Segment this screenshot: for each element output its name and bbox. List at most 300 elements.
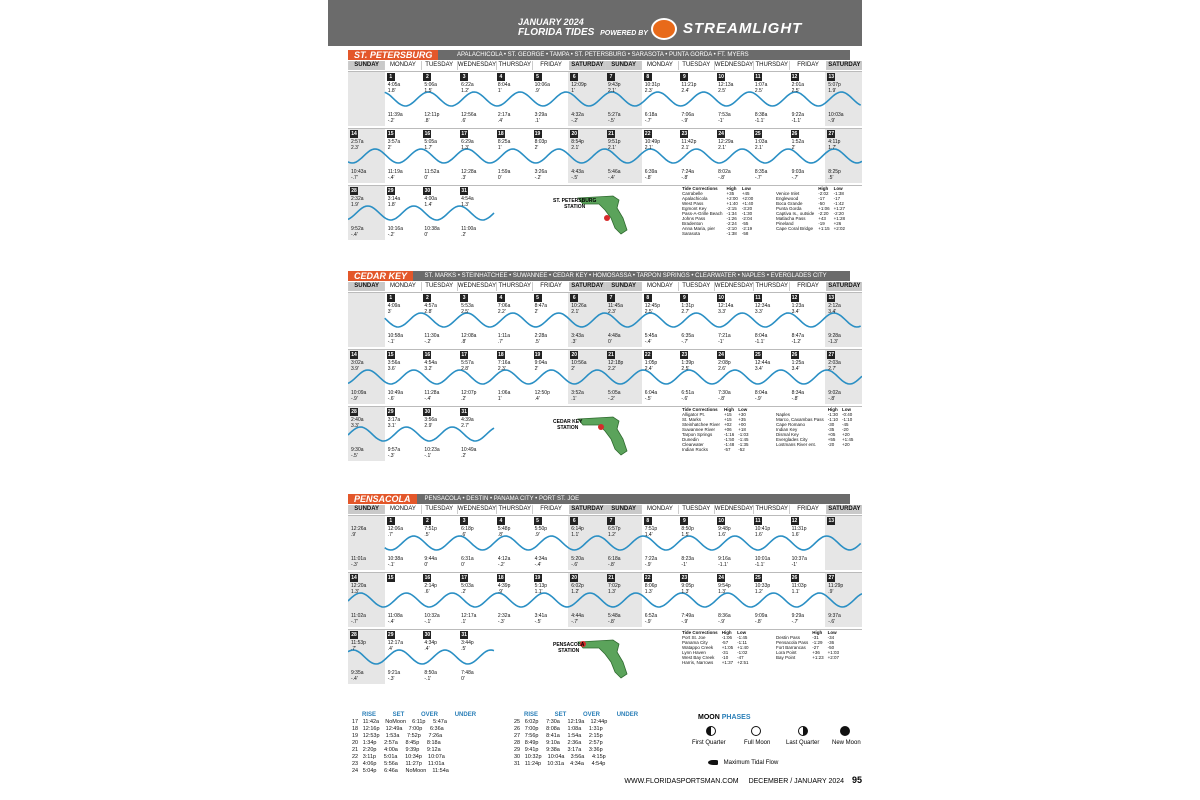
correction-low: +1:03: [827, 650, 840, 655]
high-tide-height: 2.3': [497, 366, 506, 372]
correction-high: +1:37: [721, 660, 734, 665]
high-tide-time: 12:14a: [718, 303, 734, 309]
low-tide: [535, 333, 548, 345]
high-tide-height: 1.3': [718, 589, 727, 595]
low-tide-height: -.7': [754, 175, 762, 181]
low-tide: [571, 613, 584, 625]
header-title-text: FLORIDA TIDES: [518, 27, 595, 38]
correction-low: -47: [737, 655, 744, 660]
low-tide: [755, 169, 768, 181]
high-tide-time: 12:17a: [387, 640, 403, 646]
footer-page-number: 95: [851, 775, 862, 785]
streamlight-mark-icon: [651, 18, 677, 40]
low-tide: [351, 556, 366, 568]
moon-table-row: 30 10:32p 10:04a 3:56a 4:15p: [514, 754, 606, 760]
day-number: 16: [424, 131, 431, 137]
day-number: 10: [718, 295, 724, 301]
correction-low: -1:45: [738, 437, 749, 442]
high-tide: [792, 526, 807, 538]
moon-table-row: 21 2:20p 4:00a 9:39p 9:12a: [352, 747, 441, 753]
correction-location: Indian Rocks: [682, 447, 709, 452]
low-tide-time: 10:49a: [387, 390, 403, 396]
high-tide-time: 12:18p: [608, 360, 624, 366]
high-tide-height: 1.1': [791, 589, 800, 595]
low-tide-height: -.9': [681, 619, 689, 625]
correction-low: +26: [833, 221, 842, 226]
low-tide-height: 0': [461, 676, 465, 682]
high-tide: [351, 139, 364, 151]
weekday-label: FRIDAY: [532, 505, 568, 514]
correction-high: -2:15: [726, 206, 737, 211]
high-tide-height: 2.1': [718, 145, 727, 151]
high-tide-time: 12:20a: [351, 583, 367, 589]
correction-high: +1:06: [818, 206, 830, 211]
low-tide: [535, 613, 548, 625]
high-tide-time: 1:39p: [681, 360, 694, 366]
high-tide-height: 2': [534, 309, 539, 315]
high-tide-time: 3:57a: [387, 139, 401, 145]
low-tide-time: 4:43a: [571, 169, 584, 175]
full-moon-icon: [751, 726, 761, 736]
low-tide-height: -.4': [351, 676, 358, 682]
low-tide-height: .1': [534, 118, 540, 124]
day-number: 28: [351, 409, 357, 415]
correction-low: +2:02: [833, 226, 846, 231]
low-tide-time: 8:23a: [681, 556, 694, 562]
day-number: 13: [828, 295, 835, 301]
low-tide-height: -.8': [828, 396, 836, 402]
low-tide-time: 9:09a: [754, 613, 768, 619]
correction-low: -1:42: [833, 201, 844, 206]
low-tide-height: -1': [718, 118, 724, 124]
high-tide-height: 2.4': [681, 88, 690, 94]
high-tide-time: 3:17a: [387, 417, 401, 423]
low-tide-height: -.8': [754, 619, 762, 625]
low-tide-time: 9:02a: [828, 390, 841, 396]
low-tide-height: -.9': [351, 396, 358, 402]
low-tide-time: 3:29a: [534, 112, 548, 118]
high-tide-height: 1.5': [424, 88, 433, 94]
high-tide: [388, 526, 403, 538]
tide-curve: [385, 92, 861, 106]
moon-table-1: [352, 712, 476, 775]
high-tide-height: 2.1': [754, 145, 763, 151]
low-tide-time: 3:43a: [571, 333, 584, 339]
low-tide: [718, 556, 731, 568]
day-number: 17: [461, 575, 467, 581]
high-tide-time: 7:06a: [497, 303, 511, 309]
low-tide-time: 12:07p: [461, 390, 477, 396]
correction-row: [680, 660, 750, 665]
first-quarter-icon: [706, 726, 716, 736]
week-row: [348, 71, 862, 126]
low-tide-time: 5:20a: [571, 556, 584, 562]
correction-low: +20: [842, 442, 850, 447]
day-number: 27: [828, 575, 835, 581]
weekday-label: WEDNESDAY: [457, 506, 497, 512]
high-tide-height: 1.8': [387, 88, 396, 94]
tide-section: [348, 494, 862, 709]
high-tide-height: 3.4': [791, 309, 800, 315]
correction-low: -50: [827, 645, 835, 650]
low-tide-height: .1': [571, 396, 577, 402]
low-tide-height: -.4': [644, 339, 652, 345]
high-tide-time: 4:00a: [424, 196, 437, 202]
weekday-label: TUESDAY: [678, 282, 714, 291]
weekday-label: MONDAY: [384, 505, 420, 514]
low-tide-height: -.7': [644, 118, 652, 124]
high-tide: [461, 417, 474, 429]
day-number: 4: [497, 294, 505, 302]
low-tide: [571, 333, 584, 345]
high-tide: [792, 360, 805, 372]
correction-high: +15: [724, 417, 732, 422]
high-tide-height: 2.5': [644, 309, 653, 315]
low-tide: [388, 112, 403, 124]
high-tide: [388, 82, 401, 94]
low-tide: [388, 556, 403, 568]
moon-table-row: 24 5:04p 6:46a NoMoon 11:54a: [352, 768, 449, 774]
correction-high: High: [818, 186, 829, 191]
correction-location: St. Marks: [682, 417, 702, 422]
high-tide-height: 1': [497, 88, 502, 94]
low-tide: [645, 333, 658, 345]
low-tide-height: -.2': [497, 562, 505, 568]
high-tide-time: 10:33p: [754, 583, 771, 589]
low-tide: [755, 333, 768, 345]
low-tide-time: 10:03a: [828, 112, 844, 118]
high-tide-time: 12:44a: [754, 360, 771, 366]
correction-location: Boca Grande: [776, 201, 803, 206]
low-tide-time: 3:52a: [571, 390, 584, 396]
high-tide: [424, 360, 437, 372]
day-number: 19: [534, 352, 541, 358]
high-tide-time: 5:07p: [828, 82, 841, 88]
low-tide-time: 6:18a: [644, 112, 658, 118]
high-tide-height: 2.5': [754, 88, 763, 94]
high-tide-time: 3:02a: [351, 360, 364, 366]
correction-high: -2:24: [726, 221, 737, 226]
correction-location: Bay Point: [776, 655, 796, 660]
low-tide: [461, 390, 476, 402]
tide-curve: [348, 650, 494, 664]
moon-table-row: 19 12:53p 1:53a 7:52p 7:26a: [352, 733, 443, 739]
low-tide-height: -.5': [608, 118, 615, 124]
low-tide: [645, 390, 658, 402]
low-tide: [388, 333, 403, 345]
low-tide-time: 11:19a: [387, 169, 403, 175]
high-tide: [461, 303, 474, 315]
high-tide: [645, 82, 660, 94]
high-tide: [755, 526, 770, 538]
low-tide-height: -.1': [387, 339, 395, 345]
day-number: 22: [644, 575, 651, 581]
moon-table-row: 29 9:41p 9:38a 3:17a 3:36p: [514, 747, 603, 753]
day-number: 30: [424, 188, 431, 194]
low-tide: [718, 112, 731, 124]
low-tide: [755, 390, 768, 402]
correction-high: -1:06: [721, 635, 732, 640]
day-number: 11: [755, 74, 761, 80]
correction-high: +43: [818, 216, 826, 221]
low-tide-height: -.7': [681, 339, 689, 345]
day-number: 1: [387, 517, 395, 525]
low-tide: [461, 169, 476, 181]
high-tide-time: 12:29a: [718, 139, 734, 145]
high-tide-time: 8:25a: [497, 139, 511, 145]
high-tide-height: 1.3': [644, 589, 653, 595]
low-tide: [681, 112, 694, 124]
low-tide-height: .5': [534, 339, 540, 345]
weekday-label: FRIDAY: [789, 282, 825, 291]
day-number: 13: [828, 518, 835, 524]
low-tide: [828, 169, 841, 181]
high-tide-time: 4:05a: [387, 82, 401, 88]
moon-title: MOON: [698, 714, 720, 721]
low-tide-height: -.4': [387, 175, 395, 181]
correction-high: -10: [721, 655, 729, 660]
high-tide-height: 1.3': [461, 202, 470, 208]
high-tide-time: 8:06p: [644, 583, 658, 589]
low-tide: [792, 613, 805, 625]
high-tide: [571, 526, 584, 538]
low-tide-time: 8:34a: [791, 390, 805, 396]
low-tide-time: 1:06a: [497, 390, 511, 396]
weekday-label: TUESDAY: [678, 61, 714, 70]
high-tide-time: 10:49p: [644, 139, 660, 145]
correction-location: Watappo Creek: [682, 645, 714, 650]
correction-low: -1:03: [738, 432, 749, 437]
low-tide-time: 12:28a: [461, 169, 477, 175]
low-tide-time: 8:04a: [754, 333, 768, 339]
streamlight-logo: [651, 18, 841, 42]
low-tide: [608, 333, 621, 345]
high-tide-height: 2.5': [718, 88, 727, 94]
day-number: 29: [387, 188, 394, 194]
high-tide-height: 3.9': [351, 366, 359, 372]
high-tide-height: 2.8': [424, 309, 433, 315]
correction-location: Venice Inlet: [776, 191, 800, 196]
low-tide-height: -.8': [644, 175, 652, 181]
high-tide-time: 4:39p: [497, 583, 511, 589]
high-tide-time: 6:02p: [571, 583, 584, 589]
high-tide: [461, 583, 474, 595]
low-tide: [424, 556, 437, 568]
high-tide-height: .6': [424, 589, 430, 595]
low-tide-height: .8': [424, 118, 430, 124]
high-tide-time: 12:09p: [571, 82, 587, 88]
low-tide-height: .8': [461, 339, 467, 345]
high-tide: [498, 583, 511, 595]
high-tide-time: 1:31p: [681, 303, 694, 309]
low-tide: [388, 169, 403, 181]
high-tide: [792, 82, 805, 94]
low-tide-time: 12:50p: [534, 390, 550, 396]
low-tide-height: .3': [571, 339, 577, 345]
low-tide-height: .4': [497, 118, 503, 124]
high-tide-time: 7:51p: [644, 526, 658, 532]
tide-corrections-table: [680, 630, 750, 665]
correction-high: -27: [812, 645, 819, 650]
high-tide-height: 3.1': [387, 423, 396, 429]
correction-low: +20: [842, 432, 850, 437]
high-tide-time: 10:26a: [571, 303, 587, 309]
day-number: 24: [718, 131, 724, 137]
high-tide-time: 6:29a: [461, 139, 474, 145]
low-tide-time: 10:32a: [424, 613, 440, 619]
correction-location: Dunedin: [682, 437, 699, 442]
day-number: 2: [423, 517, 431, 525]
high-tide-time: 4:39a: [461, 417, 474, 423]
high-tide: [828, 303, 841, 315]
correction-high: +36: [812, 650, 820, 655]
week-row: [348, 349, 862, 404]
day-number: 9: [680, 517, 688, 525]
low-tide: [388, 447, 401, 459]
weekday-label: SUNDAY: [348, 61, 384, 70]
high-tide-time: 3:56a: [424, 417, 437, 423]
low-tide-height: -.7': [351, 175, 358, 181]
last-quarter-icon: [798, 726, 808, 736]
low-tide-time: 9:21a: [387, 670, 401, 676]
low-tide: [424, 670, 437, 682]
high-tide: [755, 139, 768, 151]
correction-high: -1:30: [827, 412, 839, 417]
high-tide-height: 2.6': [718, 366, 727, 372]
correction-high: High: [724, 407, 735, 412]
low-tide-height: 0': [461, 562, 465, 568]
high-tide-height: .9': [534, 532, 540, 538]
correction-high: -31: [721, 650, 729, 655]
correction-low: -0:40: [842, 412, 853, 417]
footer-issue: DECEMBER / JANUARY 2024: [748, 778, 845, 785]
low-tide: [828, 112, 843, 124]
day-number: 15: [387, 352, 394, 358]
low-tide: [498, 169, 511, 181]
low-tide-height: -1.1': [754, 118, 765, 124]
low-tide: [535, 390, 550, 402]
high-tide-time: 5:13p: [534, 583, 548, 589]
low-tide: [461, 670, 474, 682]
correction-low: Low: [842, 407, 852, 412]
low-tide: [461, 333, 476, 345]
correction-row: [774, 226, 847, 231]
low-tide-time: 11:39a: [387, 112, 403, 118]
day-number: 18: [498, 131, 504, 137]
low-tide-time: 6:18a: [608, 556, 621, 562]
weekday-label: TUESDAY: [421, 282, 457, 291]
low-tide: [424, 112, 439, 124]
high-tide: [828, 139, 840, 151]
high-tide-time: 5:06a: [424, 82, 437, 88]
weekday-label: WEDNESDAY: [714, 283, 754, 289]
high-tide-height: 3.2': [424, 366, 433, 372]
high-tide: [755, 303, 770, 315]
low-tide-time: 9:44a: [424, 556, 437, 562]
low-tide: [718, 390, 731, 402]
low-tide: [718, 333, 731, 345]
high-tide-height: 2.2': [608, 366, 616, 372]
correction-high: +02: [724, 422, 732, 427]
low-tide: [792, 556, 807, 568]
low-tide: [828, 333, 841, 345]
low-tide-time: 11:01a: [351, 556, 366, 562]
day-number: 23: [681, 352, 688, 358]
high-tide: [498, 360, 511, 372]
low-tide-height: -.5': [351, 453, 358, 459]
day-number: 23: [681, 575, 688, 581]
high-tide-height: 1.3': [351, 589, 359, 595]
correction-location: Captiva Is., outside: [776, 211, 815, 216]
day-number: 8: [644, 294, 652, 302]
low-tide-time: 10:43a: [351, 169, 367, 175]
low-tide-time: 3:26a: [534, 169, 548, 175]
low-tide-time: 10:23a: [424, 447, 440, 453]
high-tide-height: 1.5': [681, 532, 690, 538]
correction-low: -34: [827, 635, 835, 640]
weekday-label: MONDAY: [641, 505, 677, 514]
max-flow-label: Maximum Tidal Flow: [723, 760, 779, 767]
day-number: 9: [680, 294, 688, 302]
day-number: 7: [607, 73, 615, 81]
low-tide-time: 11:52a: [424, 169, 440, 175]
low-tide: [351, 390, 366, 402]
low-tide-time: 12:56a: [461, 112, 477, 118]
high-tide: [535, 82, 550, 94]
low-tide-time: 6:39a: [644, 169, 658, 175]
correction-low: -1:02: [737, 650, 748, 655]
day-number: 2: [423, 294, 431, 302]
low-tide-time: 10:58a: [387, 333, 403, 339]
correction-high: -30: [827, 422, 835, 427]
low-tide-height: -.9': [644, 619, 652, 625]
correction-location: Anna Maria, pier: [682, 226, 716, 231]
high-tide: [608, 303, 623, 315]
low-tide-height: -.2': [424, 339, 432, 345]
weekday-label: SUNDAY: [605, 61, 641, 70]
correction-low: -1:11: [737, 640, 748, 645]
low-tide-height: -.8': [608, 562, 615, 568]
low-tide-height: -1.3': [828, 339, 838, 345]
day-number: 31: [461, 632, 467, 638]
correction-location: Tide Corrections: [682, 186, 718, 191]
day-number: 1: [387, 73, 395, 81]
weekday-label: FRIDAY: [789, 61, 825, 70]
low-tide-time: 8:04a: [754, 390, 768, 396]
low-tide-height: 0': [497, 175, 502, 181]
low-tide-time: 12:08a: [461, 333, 477, 339]
correction-low: -2:04: [741, 216, 753, 221]
moon-table-row: 31 11:24p 10:31a 4:34a 4:54p: [514, 761, 606, 767]
low-tide-time: 10:38a: [387, 556, 403, 562]
section-name: PENSACOLA: [348, 494, 417, 504]
correction-low: +18: [738, 427, 746, 432]
day-number: 18: [498, 352, 504, 358]
low-tide-time: 8:02a: [718, 169, 731, 175]
high-tide: [645, 583, 658, 595]
day-number: 14: [351, 352, 357, 358]
high-tide-height: 2.7': [828, 366, 837, 372]
correction-location: Tarpon Springs: [682, 432, 713, 437]
moon-phases-word: PHASES: [721, 714, 751, 721]
station-label: ST. PETERSBURG STATION: [553, 198, 597, 210]
low-tide-height: -.6': [387, 396, 395, 402]
high-tide-time: 9:48p: [718, 526, 731, 532]
high-tide: [571, 583, 584, 595]
high-tide-time: 5:57a: [461, 360, 474, 366]
weekday-label: SUNDAY: [348, 505, 384, 514]
weekday-label: SATURDAY: [826, 282, 862, 291]
